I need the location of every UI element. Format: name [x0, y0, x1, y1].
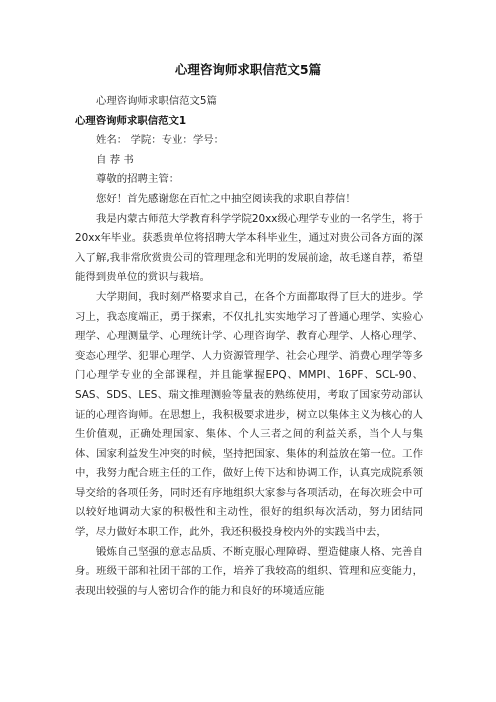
- greeting: 您好！首先感谢您在百忙之中抽空阅读我的求职自荐信！: [96, 192, 356, 205]
- self-recommendation-label: 自 荐 书: [96, 153, 134, 166]
- body-paragraph: 大学期间，我时刻严格要求自己，在各个方面都取得了巨大的进步。学习上，我态度端正，勇于探索，不仅扎扎实实地学习了普通心理学、实验心理学、心理测量学、心理统计学、心理咨询学、教育心理学、人格心理学、变态心理学、犯罪心理学、人力资源管理学、社会心理学、消费心理学等多门心理学专业的全部课程，并且能掌握EPQ、MMPI、16PF、SCL-90、SAS、SDS、LES、瑞文推理测验等量表的熟练使用，考取了国家劳动部认证的心理咨询师。在思想上，我积极要求进步，树立以集体主义为核心的人生价值观，正确处理国家、集体、个人三者之间的利益关系，当个人与集体、国家利益发生冲突的时候，坚持把国家、集体的利益放在第一位。工作中，我努力配合班主任的工作，做好上传下达和协调工作，认真完成院系领导交给的各项任务，同时还有序地组织大家参与各项活动，在每次班会中可以较好地调动大家的积极性和主动性，很好的组织每次活动，努力团结同学，尽力做好本职工作，此外，我还积极投身校内外的实践当中去，: [75, 290, 423, 539]
- section-heading: 心理咨询师求职信范文1: [75, 114, 187, 127]
- info-line: 姓名： 学院：专业：学号：: [96, 134, 224, 147]
- body-paragraph: 锻炼自己坚强的意志品质、不断克服心理障碍、塑造健康人格、完善自身。班级干部和社团干部的工作，培养了我较高的组织、管理和应变能力，表现出较强的与人密切合作的能力和良好的环境适应能: [75, 545, 423, 597]
- salutation: 尊敬的招聘主管：: [96, 173, 180, 186]
- document-body: [75, 92, 423, 601]
- document-title: 心理咨询师求职信范文5篇: [174, 62, 322, 77]
- body-paragraph: 我是内蒙古师范大学教育科学学院20xx级心理学专业的一名学生，将于20xx年毕业。获悉贵单位将招聘大学本科毕业生，通过对贵公司各方面的深入了解,我非常欣赏贵公司的管理理念和光明的发展前途，故毛遂自荐，希望能得到贵单位的赏识与栽培。: [75, 212, 423, 284]
- document-subtitle: 心理咨询师求职信范文5篇: [96, 95, 217, 107]
